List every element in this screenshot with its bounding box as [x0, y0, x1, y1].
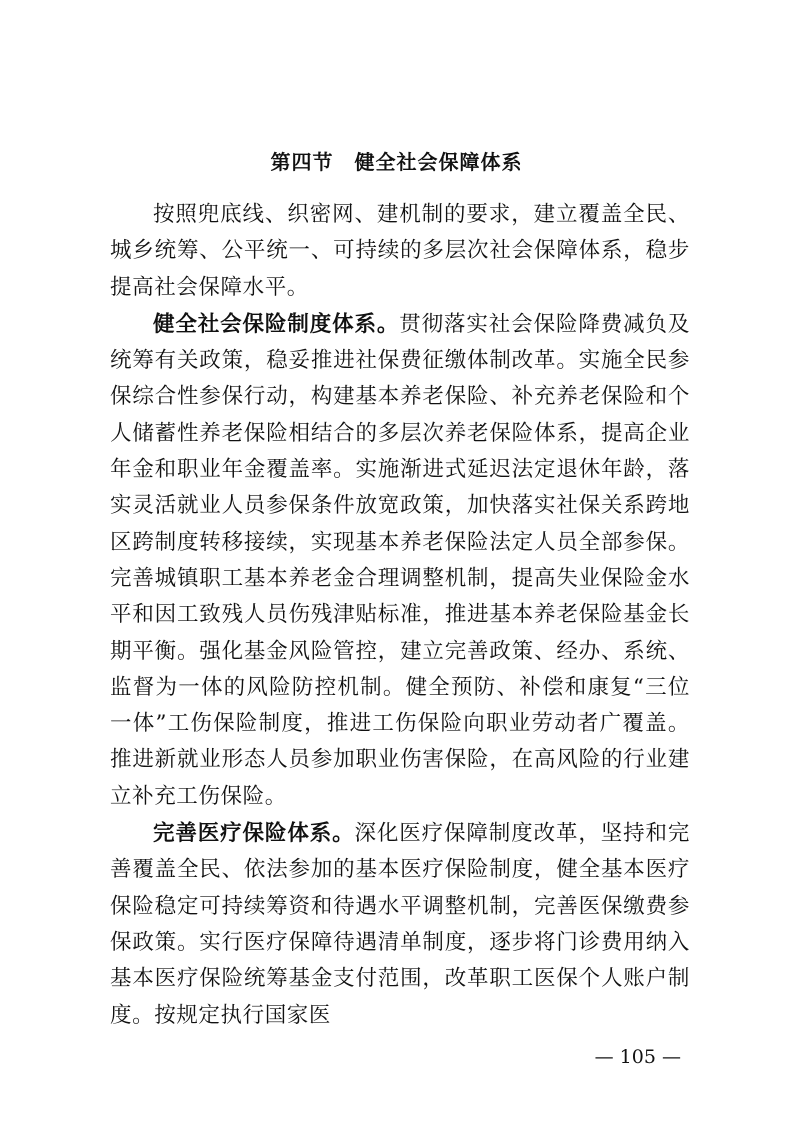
paragraph-text: 贯彻落实社会保险降费减负及统筹有关政策，稳妥推进社保费征缴体制改革。实施全民参保综合性参保行动，构建基本养老保险、补充养老保险和个人储蓄性养老保险相结合的多层次养老保险体系，提高企业年金和职业年金覆盖率。实施渐进式延迟法定退休年龄，落实灵活就业人员参保条件放宽政策，加快落实社保关系跨地区跨制度转移接续，实现基本养老保险法定人员全部参保。完善城镇职工基本养老金合理调整机制，提高失业保险金水平和因工致残人员伤残津贴标准，推进基本养老保险基金长期平衡。强化基金风险管控，建立完善政策、经办、系统、监督为一体的风险防控机制。健全预防、补偿和康复“三位一体”工伤保险制度，推进工伤保险向职业劳动者广覆盖。推进新就业形态人员参加职业伤害保险，在高风险的行业建立补充工伤保险。 — [110, 311, 690, 809]
section-title: 第四节 健全社会保障体系 — [270, 150, 523, 174]
paragraph-text: 深化医疗保障制度改革，坚持和完善覆盖全民、依法参加的基本医疗保险制度，健全基本医疗保险稳定可持续筹资和待遇水平调整机制，完善医保缴费参保政策。实行医疗保障待遇清单制度，逐步将门诊费用纳入基本医疗保险统筹基金支付范围，改革职工医保个人账户制度。按规定执行国家医 — [110, 821, 690, 1028]
paragraph-medical-insurance — [110, 816, 690, 1034]
paragraph-social-insurance — [110, 307, 690, 815]
paragraph-lead: 健全社会保险制度体系。 — [153, 311, 400, 337]
body-text — [110, 197, 690, 1034]
paragraph-text: 按照兜底线、织密网、建机制的要求，建立覆盖全民、城乡统筹、公平统一、可持续的多层次社会保障体系，稳步提高社会保障水平。 — [110, 202, 690, 300]
paragraph-intro — [110, 197, 690, 306]
paragraph-lead: 完善医疗保险体系。 — [153, 821, 355, 847]
page-number: — 105 — — [594, 1046, 681, 1068]
